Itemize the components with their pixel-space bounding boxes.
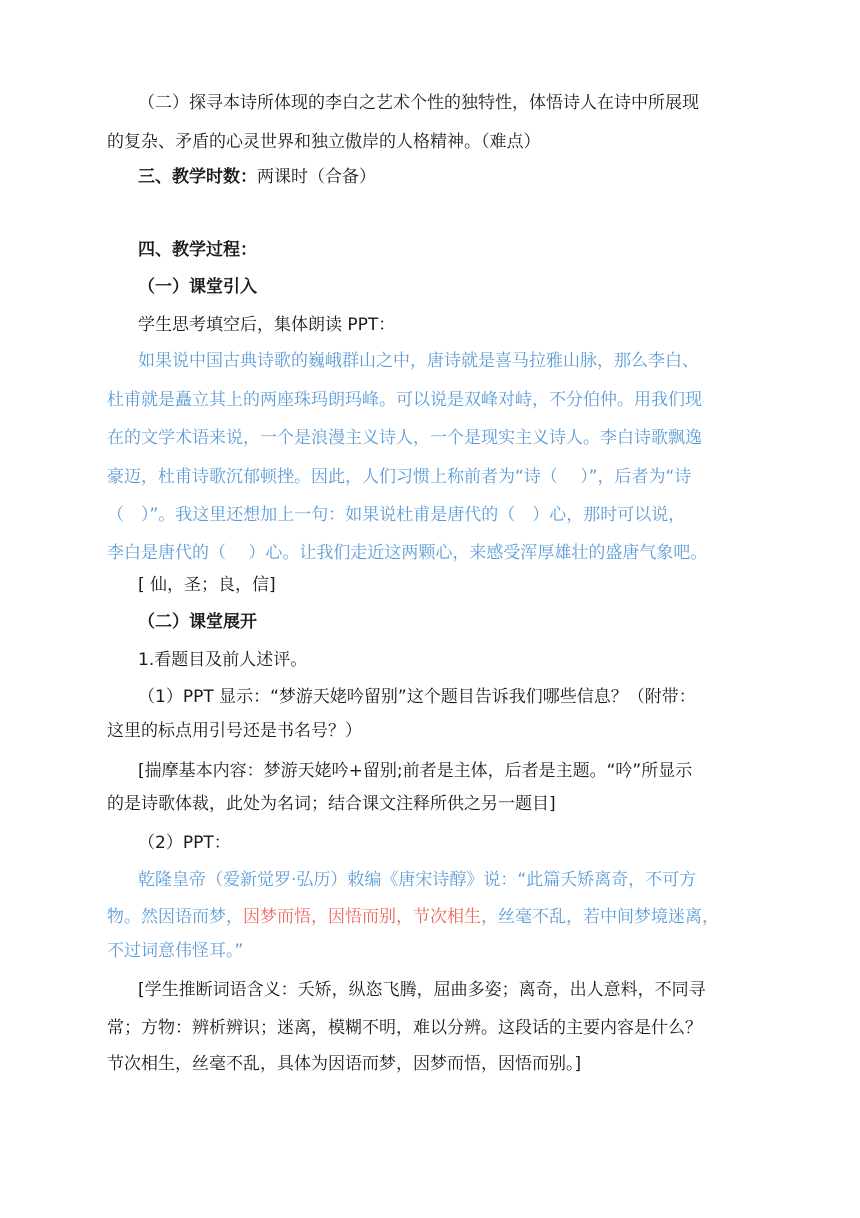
ppt-line-1: 如果说中国古典诗歌的巍峨群山之中，唐诗就是喜马拉雅山脉，那么李白、 xyxy=(138,351,699,371)
ppt-line-3: 在的文学术语来说，一个是浪漫主义诗人，一个是现实主义诗人。李白诗歌飘逸 xyxy=(107,428,702,448)
objective-2-line-2: 的复杂、矛盾的心灵世界和独立傲岸的人格精神。（难点） xyxy=(107,132,541,152)
answer-1-line-2: 的是诗歌体裁，此处为名词；结合课文注释所供之另一题目] xyxy=(107,794,556,814)
ppt-line-6: 李白是唐代的（ ）心。让我们走近这两颗心，来感受浑厚雄壮的盛唐气象吧。 xyxy=(107,543,708,563)
question-2: （2）PPT： xyxy=(138,833,231,853)
quote-line-2 xyxy=(107,901,757,934)
quote-highlight: 因梦而悟，因悟而别，节次相生 xyxy=(243,907,481,927)
answer-1-line-1: [揣摩基本内容：梦游天姥吟+留别;前者是主体，后者是主题。“吟”所显示 xyxy=(138,761,693,781)
section-3-value: 两课时（合备） xyxy=(257,167,376,187)
question-1-line-2: 这里的标点用引号还是书名号？） xyxy=(107,721,362,741)
section-3-heading: 三、教学时数： xyxy=(138,167,257,187)
quote-line-1: 乾隆皇帝（爱新觉罗·弘历）敕编《唐宋诗醇》说：“此篇夭矫离奇，不可方 xyxy=(138,870,697,890)
analysis-line-2: 常；方物：辨析辨识；迷离，模糊不明，难以分辨。这段话的主要内容是什么？ xyxy=(107,1018,702,1038)
question-1-line-1: （1）PPT 显示：“梦游天姥吟留别”这个题目告诉我们哪些信息？（附带： xyxy=(138,687,696,707)
step-1: 1.看题目及前人述评。 xyxy=(138,650,308,670)
analysis-line-1: [学生推断词语含义：夭矫，纵恣飞腾，屈曲多姿；离奇，出人意料，不同寻 xyxy=(138,980,706,1000)
objective-2-line-1: （二）探寻本诗所体现的李白之艺术个性的独特性，体悟诗人在诗中所展现 xyxy=(138,93,699,113)
part-1-heading: （一）课堂引入 xyxy=(138,277,257,297)
ppt-line-5: （ ）”。我这里还想加上一句：如果说杜甫是唐代的（ ）心，那时可以说， xyxy=(107,505,686,525)
ppt-line-4: 豪迈，杜甫诗歌沉郁顿挫。因此，人们习惯上称前者为“诗（ ）”，后者为“诗 xyxy=(107,467,692,487)
section-4-heading: 四、教学过程： xyxy=(138,240,257,260)
ppt-line-2: 杜甫就是矗立其上的两座珠玛朗玛峰。可以说是双峰对峙，不分伯仲。用我们现 xyxy=(107,390,702,410)
part-2-heading: （二）课堂展开 xyxy=(138,612,257,632)
analysis-line-3: 节次相生，丝毫不乱，具体为因语而梦，因梦而悟，因悟而别。] xyxy=(107,1054,582,1074)
fill-blank-answer: [ 仙，圣；良，信] xyxy=(138,575,276,595)
quote-line-2-end: ，丝毫不乱，若中间梦境迷离， xyxy=(481,907,719,927)
quote-line-3: 不过词意伟怪耳。” xyxy=(107,941,244,961)
section-3 xyxy=(107,161,757,194)
quote-line-2-start: 物。然因语而梦， xyxy=(107,907,243,927)
part-1-instruction: 学生思考填空后，集体朗读 PPT： xyxy=(138,315,396,335)
